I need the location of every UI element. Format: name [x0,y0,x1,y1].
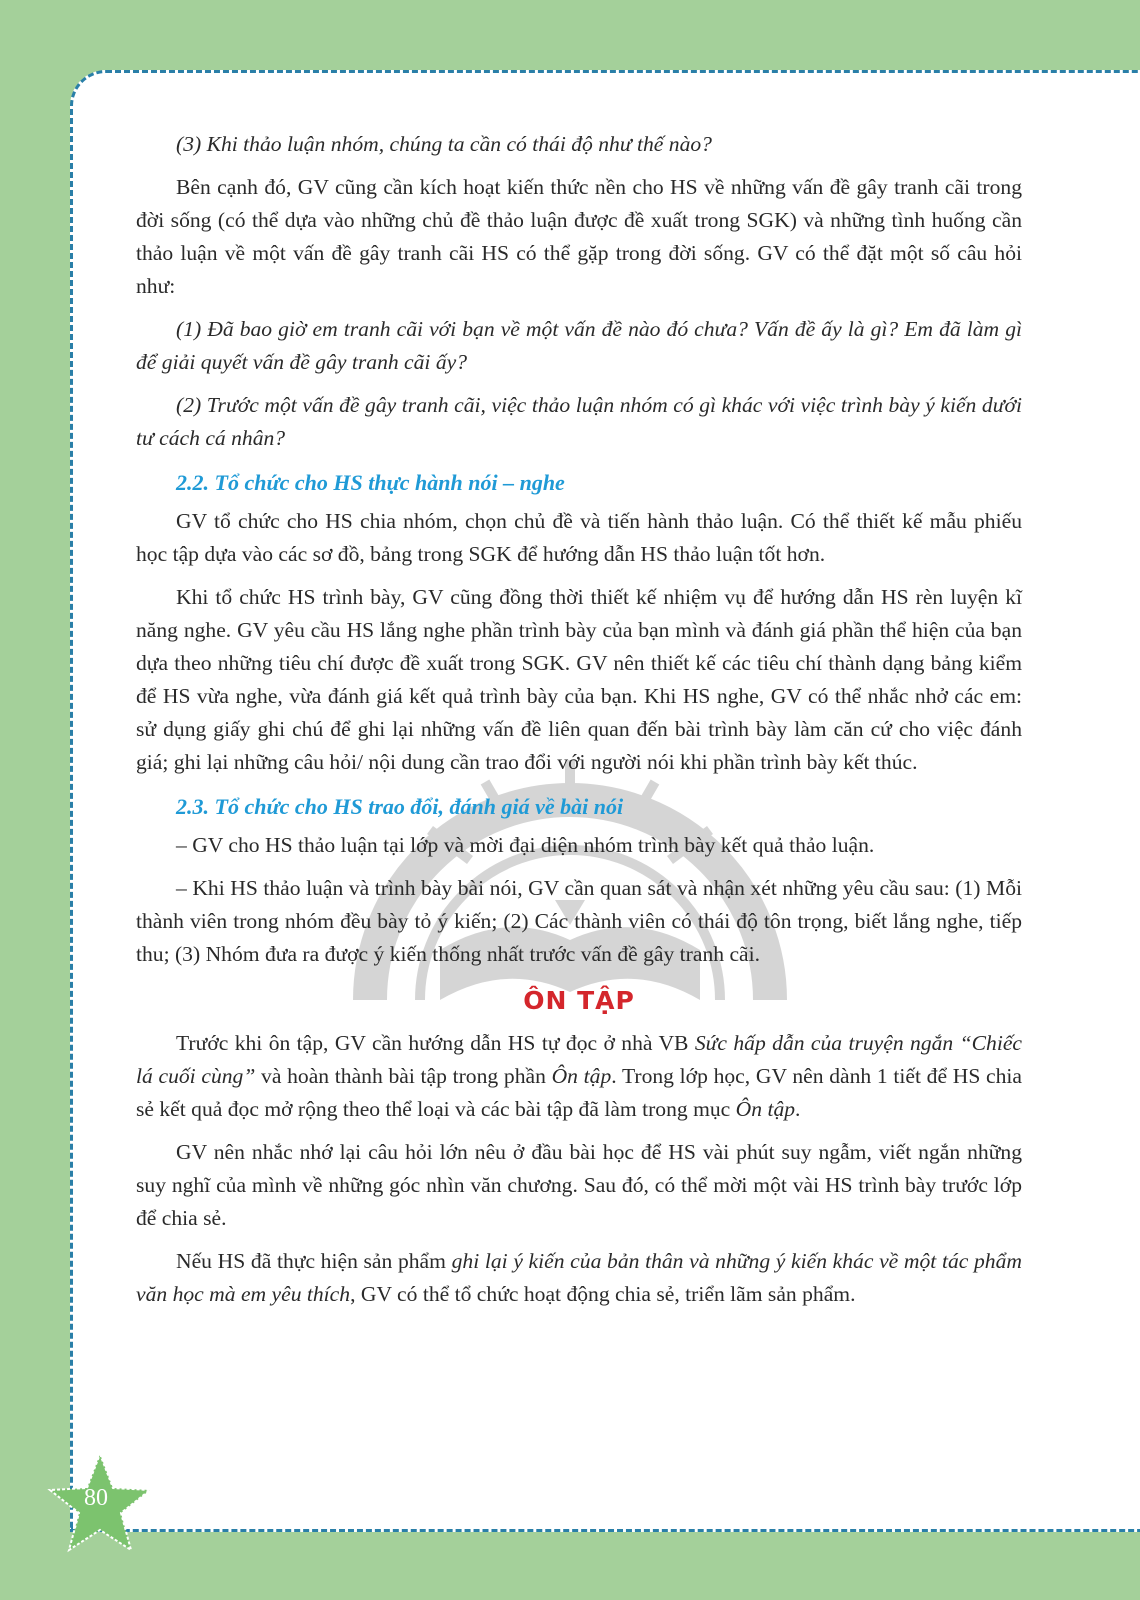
page-number: 80 [84,1485,108,1511]
paragraph-background-knowledge: Bên cạnh đó, GV cũng cần kích hoạt kiến thức nền cho HS về những vấn đề gây tranh cãi trong đời sống (có thể dựa vào những chủ đề thảo luận được đề xuất trong SGK) và những tình huống cần thảo luận về một vấn đề gây tranh cãi HS có thể gặp trong đời sống. GV có thể đặt một số câu hỏi như: [136,175,1022,298]
paragraph-observation-criteria: – Khi HS thảo luận và trình bày bài nói, GV cần quan sát và nhận xét những yêu cầu sau: (1) Mỗi thành viên trong nhóm đều bày tỏ ý kiến; (2) Các thành viên có thái độ tôn trọng, biết lắng nghe, tiếp thu; (3) Nhóm đưa ra được ý kiến thống nhất trước vấn đề gây tranh cãi. [136,876,1022,966]
text-run-italic: Sức hấp dẫn của truyện ngắn “Chiếc lá cuối cùng” [136,1031,1022,1088]
section-heading-on-tap: ÔN TẬP [523,986,635,1015]
text-run: và hoàn thành bài tập trong phần [255,1064,552,1088]
section-heading-2-3: 2.3. Tổ chức cho HS trao đổi, đánh giá về bài nói [176,794,624,819]
paragraph-class-discussion: – GV cho HS thảo luận tại lớp và mời đại diện nhóm trình bày kết quả thảo luận. [176,833,875,857]
paragraph-listening-skills: Khi tổ chức HS trình bày, GV cũng đồng thời thiết kế nhiệm vụ để hướng dẫn HS rèn luyện kĩ năng nghe. GV yêu cầu HS lắng nghe phần trình bày của bạn mình và đánh giá phần thể hiện của bạn dựa theo những tiêu chí được đề xuất trong SGK. GV nên thiết kế các tiêu chí thành dạng bảng kiểm để HS vừa nghe, vừa đánh giá kết quả trình bày của bạn. Khi HS nghe, GV có thể nhắc nhở các em: sử dụng giấy ghi chú để ghi lại những vấn đề liên quan đến bài trình bày làm căn cứ cho việc đánh giá; ghi lại những câu hỏi/ nội dung cần trao đổi với người nói khi phần trình bày kết thúc. [136,585,1022,774]
text-run: Nếu HS đã thực hiện sản phẩm [176,1249,452,1273]
question-2: (2) Trước một vấn đề gây tranh cãi, việc thảo luận nhóm có gì khác với việc trình bày ý kiến dưới tư cách cá nhân? [136,393,1022,450]
section-heading-2-2: 2.2. Tổ chức cho HS thực hành nói – nghe [176,470,565,495]
paragraph-review-intro [136,1027,1022,1126]
text-run-italic: ghi lại ý kiến của bản thân và những ý kiến khác về một tác phẩm văn học mà em yêu thích [136,1249,1022,1306]
text-run: . [795,1097,801,1121]
paragraph-product-sharing [136,1245,1022,1311]
paragraph-group-discussion: GV tổ chức cho HS chia nhóm, chọn chủ đề và tiến hành thảo luận. Có thể thiết kế mẫu phiếu học tập dựa vào các sơ đồ, bảng trong SGK để hướng dẫn HS thảo luận tốt hơn. [136,509,1022,566]
question-3: (3) Khi thảo luận nhóm, chúng ta cần có thái độ như thế nào? [176,132,712,156]
text-run-italic: Ôn tập [551,1064,612,1088]
paragraph-reflection: GV nên nhắc nhớ lại câu hỏi lớn nêu ở đầu bài học để HS vài phút suy ngẫm, viết ngắn những suy nghĩ của mình về những góc nhìn văn chương. Sau đó, có thể mời một vài HS trình bày trước lớp để chia sẻ. [136,1140,1022,1230]
page-content [136,128,1022,1321]
text-run-italic: Ôn tập [735,1097,796,1121]
text-run: Trước khi ôn tập, GV cần hướng dẫn HS tự đọc ở nhà VB [176,1031,695,1055]
question-1: (1) Đã bao giờ em tranh cãi với bạn về một vấn đề nào đó chưa? Vấn đề ấy là gì? Em đã làm gì để giải quyết vấn đề gây tranh cãi ấy? [136,317,1022,374]
text-run: , GV có thể tổ chức hoạt động chia sẻ, triển lãm sản phẩm. [350,1282,856,1306]
text-run: . Trong lớp học, GV nên dành 1 tiết để HS chia sẻ kết quả đọc mở rộng theo thể loại và các bài tập đã làm trong mục [136,1064,1022,1121]
